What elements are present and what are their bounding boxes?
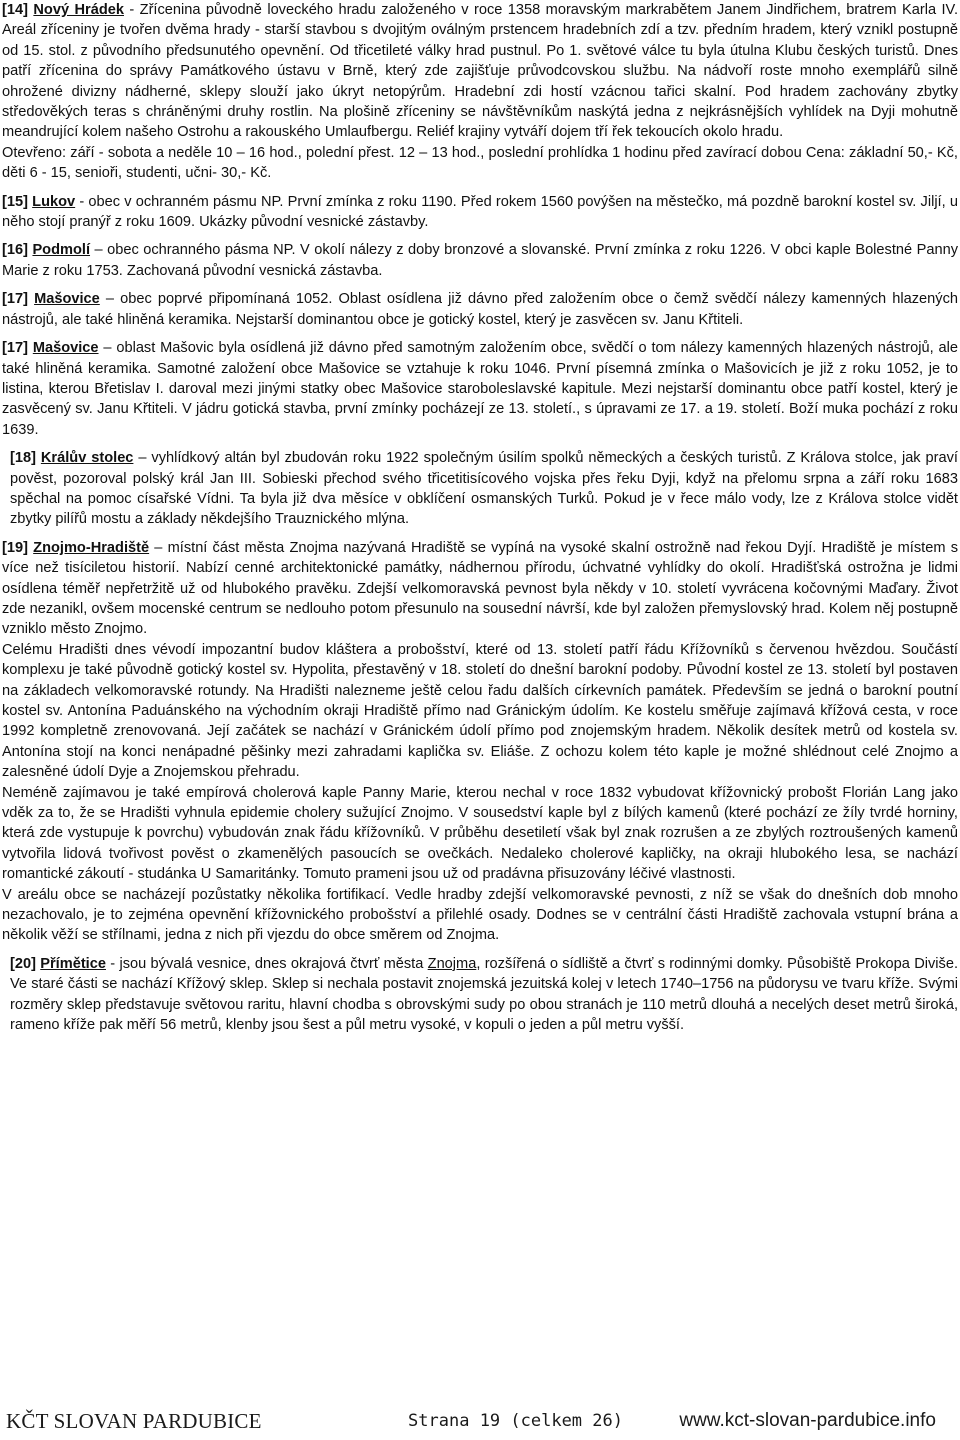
section-text-continued: , rozšířená o sídliště a čtvrť s rodinnými domky. Působiště Prokopa Diviše. Ve staré části se nachází Křížový sklep. Sklep si nechala postavit znojemská jezuitská kolej v letech 1740–1756 na půdorysu ve tvaru kříže. Svými rozměry sklep představuje světovou raritu, hlavní chodba s obrovskými sudy po obou stranách je 110 metrů dlouhá a necelých deset metrů široká, rameno kříže pak měří 56 metrů, klenby jsou šest a půl metru vysoké, v kopuli o jeden a půl metru vyšší.	[10, 955, 958, 1034]
znojmo-link[interactable]: Znojma	[427, 955, 477, 972]
section-17b	[2, 338, 958, 440]
section-19-paragraph-2: Celému Hradišti dnes vévodí impozantní budov kláštera a probošství, které od 13. století patří řádu Křížovníků s červenou hvězdou. Součástí komplexu je také původně gotický kostel sv. Hypolita, přestavěný v 18. století do dnešní barokní podoby. Původní kostel ze 13. století byl postaven na základech velkomoravské rotundy. Na Hradišti nalezneme ještě celou řadu dalších církevních památek. Především se jedná o barokní poutní kostel sv. Antonína Paduánského na východním okraji Hradiště přímo nad Gránickým údolím. Ke kostelu směřuje zajímavá křížová cesta, v roce 1992 kompletně zrenovovaná. Její začátek se nachází v Gránickém údolí přímo pod znojemským hradem. Několik desítek metrů od kostela sv. Antonína stojí na konci nenápadné pěšinky mezi zahradami kaplička sv. Eliáše. Z ochozu kolem této kaple je možné shlédnout celé Znojmo a zalesněné údolí Dyje a Znojemskou přehradu.	[2, 641, 958, 781]
section-number: [19]	[2, 539, 28, 556]
section-19-paragraph-4: V areálu obce se nacházejí pozůstatky několika fortifikací. Vedle hradby zdejší velkomoravské pevnosti, z níž se však do dnešních dob mnoho nezachovalo, je to zejména opevnění křížovnického probošství a přilehlé osady. Dodnes se v centrální části Hradiště zachovala vstupní brána a několik věží se střílnami, jedna z nich při vjezdu do obce směrem od Znojma.	[2, 886, 958, 944]
place-name-link[interactable]: Mašovice	[34, 291, 100, 308]
section-text: – obec poprvé připomínaná 1052. Oblast osídlena již dávno před založením obce o čemž svědčí nálezy kamenných hlazených nástrojů, ale také hliněná keramika. Nejstarší dominantou obce je gotický kostel, který je zasvěcen sv. Janu Křtiteli.	[2, 291, 958, 328]
section-number: [17]	[2, 340, 28, 357]
document-body	[2, 0, 958, 1044]
section-14	[2, 0, 958, 143]
section-text: - obec v ochranném pásmu NP. První zmínka z roku 1190. Před rokem 1560 povýšen na městečko, má pozdně barokní kostel sv. Jiljí, u něho stojí pranýř z roku 1609. Ukázky původní vesnické zástavby.	[2, 193, 958, 231]
website-url[interactable]: www.kct-slovan-pardubice.info	[679, 1410, 936, 1431]
section-number: [15]	[2, 193, 28, 210]
opening-hours-text: Otevřeno: září - sobota a neděle 10 – 16 hod., polední přest. 12 – 13 hod., poslední prohlídka 1 hodinu před zavírací dobou Cena: základní 50,- Kč, děti 6 - 15, senioři, studenti, učni- 30,- Kč.	[2, 144, 958, 182]
section-number: [14]	[2, 2, 28, 18]
place-name-link[interactable]: Podmolí	[32, 242, 91, 259]
section-number: [18]	[10, 450, 36, 467]
section-15	[2, 192, 958, 233]
section-20	[2, 954, 958, 1036]
section-19	[2, 538, 958, 640]
section-14-hours	[2, 143, 958, 184]
section-16	[2, 240, 958, 281]
section-17a	[2, 289, 958, 330]
section-18	[2, 448, 958, 530]
section-text: – oblast Mašovic byla osídlená již dávno před samotným založením obce, svědčí o tom nálezy kamenných hlazených nástrojů, ale také hliněná keramika. Samotné založení obce Mašovice se vztahuje k roku 1046. První písemná zmínka o Mašovicích je již z roku 1052, je to listina, kterou Břetislav I. daroval mezi jinými statky obec Mašovice staroboleslavské kapitule. Mezi nejstarší dominantu obce patří kostel, který je zasvěcený sv. Janu Křtiteli. V jádru gotická stavba, první zmínky pocházejí ze 13. století., s úpravami ze 17. a 19. století. Boží muka pochází z roku 1639.	[2, 340, 958, 438]
section-number: [17]	[2, 291, 28, 308]
club-name: KČT SLOVAN PARDUBICE	[6, 1408, 262, 1433]
page-footer	[6, 1406, 936, 1436]
section-text: – obec ochranného pásma NP. V okolí nálezy z doby bronzové a slovanské. První zmínka z roku 1226. V obci kaple Bolestné Panny Marie z roku 1753. Zachovaná původní vesnická zástavba.	[2, 242, 958, 279]
section-19-paragraph-3: Neméně zajímavou je také empírová cholerová kaple Panny Marie, kterou nechal v roce 1832 vybudovat křížovnický probošt Florián Lang jako vděk za to, že se Hradišti vyhnula epidemie cholery sužující Znojmo. V sousedství kaple byl z bílých kamenů (které pochází ze žíly tvrdé horniny, která zde vystupuje k povrchu) vybudován znak řádu křížovníků. V průběhu desetiletí však byl znak rozrušen a ze zbylých roztroušených kamenů vytvořila lidová tvořivost pověst o zkamenělých pasoucích se ovečkách. Nedaleko cholerové kapličky, na okraji hlubokého lesa, se nachází romantické zákoutí - studánka U Samaritánky. Tomuto prameni jsou už od pradávna přisuzovány léčivé vlastnosti.	[2, 784, 958, 883]
place-name-link[interactable]: Králův stolec	[40, 450, 134, 467]
place-name-link[interactable]: Přímětice	[40, 955, 106, 972]
place-name-link[interactable]: Znojmo-Hradiště	[33, 539, 150, 556]
place-name-link[interactable]: Nový Hrádek	[33, 2, 124, 18]
page-number: Strana 19 (celkem 26)	[408, 1411, 623, 1431]
section-number: [20]	[10, 955, 36, 972]
section-text: – vyhlídkový altán byl zbudován roku 1922 společným úsilím spolků německých a českých turistů. Z Králova stolce, jak praví pověst, pozoroval polský král Jan III. Sobieski přechod svého třicetitisícového vojska přes řeku Dyji, když na přelomu srpna a září roku 1683 spěchal na pomoc císařské Vídni. Ta byla již dva měsíce v obklíčení osmanských Turků. Pokud je v řece málo vody, lze z Králova stolce vidět zbytky pilířů mostu a základy někdejšího Trauznického mlýna.	[10, 450, 958, 528]
section-number: [16]	[2, 242, 28, 259]
section-text: - jsou bývalá vesnice, dnes okrajová čtvrť města	[105, 955, 428, 972]
section-text: - Zřícenina původně loveckého hradu založeného v roce 1358 moravským markrabětem Janem Jindřichem, bratrem Karla IV. Areál zříceniny je tvořen dvěma hrady - starší stavbou s dvojitým oválným prstencem hradebních zdí a tzv. předním hradem, který vznikl postupně od 15. stol. z původního předsunutého opevnění. Od třicetileté války hrad pustnul. Po 1. světové válce tu byla útulna Klubu českých turistů. Dnes patří zřícenina do správy Památkového ústavu v Brně, který zde zajišťuje průvodcovskou službu. Na nádvoří roste mnoho exemplářů silně ohrožené divizny nádherné, sklepy slouží jako úkryt netopýrům. Hradební zdi hostí vzácnou tařici skalní. Pod hradem zachovány zbytky středověkých teras s chráněnými druhy rostlin. Na plošině zříceniny se návštěvníkům naskýtá jedna z nejkrásnějších vyhlídek na Dyji mohutně meandrující kolem našeho Ostrohu a rakouského Umlaufbergu. Reliéf krajiny vytváří dojem tří řek tekoucích okolo hradu.	[2, 2, 958, 141]
section-text: – místní část města Znojma nazývaná Hradiště se vypíná na vysoké skalní ostrožně nad řekou Dyjí. Hradiště je místem s více než tisíciletou historií. Nabízí cenné architektonické památky, nádhernou přírodu, úchvatné vyhlídky do okolí. Hradišťská ostrožna je lidmi osídlena téměř nepřetržitě už od hlubokého pravěku. Zdejší velkomoravská pevnost byla někdy v 10. století vyvrácena kočovnými Maďary. Život zde nezanikl, ovšem mocenské centrum se nedlouho potom přesunulo na sousední návrší, kde byl založen přemyslovský hrad. Kolem něj postupně vzniklo město Znojmo.	[2, 539, 958, 638]
place-name-link[interactable]: Lukov	[32, 193, 76, 210]
place-name-link[interactable]: Mašovice	[32, 340, 99, 357]
